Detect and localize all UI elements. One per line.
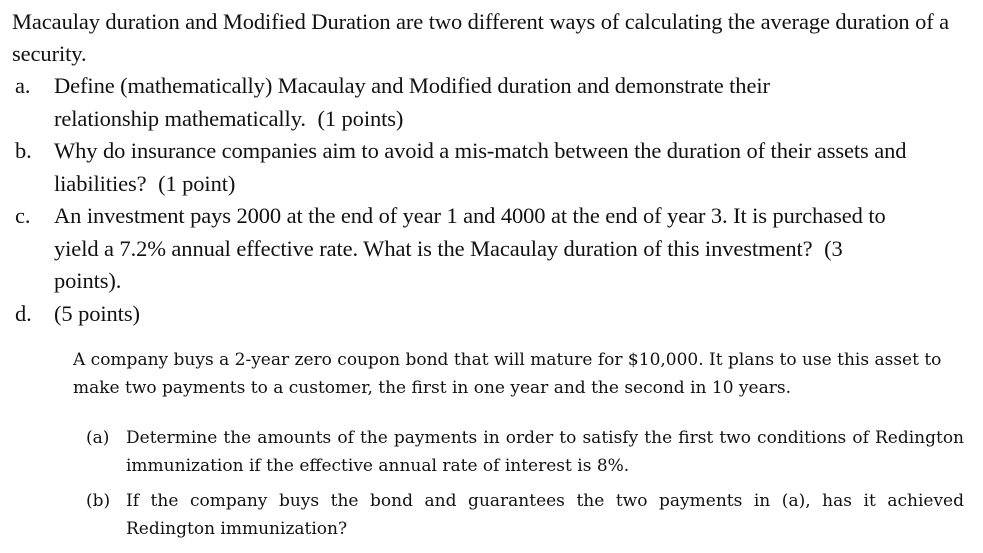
question-item-b xyxy=(12,135,962,200)
question-text xyxy=(54,70,864,135)
part-text: If the company buys the bond and guarantees the two payments in (a), has it achieved Redington immunization? xyxy=(126,491,964,539)
question-points: (5 points) xyxy=(54,300,140,326)
problem-part-b xyxy=(86,487,966,543)
part-label: (a) xyxy=(86,428,110,448)
problem-parts xyxy=(86,424,966,550)
question-letter: a. xyxy=(15,73,31,98)
question-list xyxy=(12,70,962,330)
part-label: (b) xyxy=(86,491,111,511)
question-item-d xyxy=(12,298,962,331)
question-points: (1 point) xyxy=(158,170,236,196)
question-body: An investment pays 2000 at the end of year 1 and 4000 at the end of year 3. It is purchased to yield a 7.2% annual effective rate. What is the Macaulay duration of this investment? xyxy=(54,203,886,261)
question-text xyxy=(54,298,962,331)
question-letter: b. xyxy=(15,138,32,163)
question-points: (1 points) xyxy=(317,105,404,131)
question-item-a xyxy=(12,70,962,135)
question-body: Why do insurance companies aim to avoid a mis-match between the duration of their assets and liabilities? xyxy=(54,138,907,196)
problem-part-a xyxy=(86,424,966,480)
question-item-c xyxy=(12,200,962,298)
question-text xyxy=(54,200,894,298)
question-letter: c. xyxy=(15,203,31,228)
question-text xyxy=(54,135,914,200)
question-letter: d. xyxy=(15,300,32,326)
intro-paragraph: Macaulay duration and Modified Duration are two different ways of calculating the average duration of a security. xyxy=(12,9,950,66)
problem-paragraph: A company buys a 2-year zero coupon bond that will mature for $10,000. It plans to use this asset to make two payments to a customer, the first in one year and the second in 10 years. xyxy=(73,350,942,398)
problem-block xyxy=(73,346,968,402)
part-text: Determine the amounts of the payments in order to satisfy the first two conditions of Redington immunization if the effective annual rate of interest is 8%. xyxy=(126,428,964,476)
question-points: (3 points). xyxy=(54,235,843,293)
question-body: Define (mathematically) Macaulay and Modified duration and demonstrate their relationship mathematically. xyxy=(54,73,770,131)
